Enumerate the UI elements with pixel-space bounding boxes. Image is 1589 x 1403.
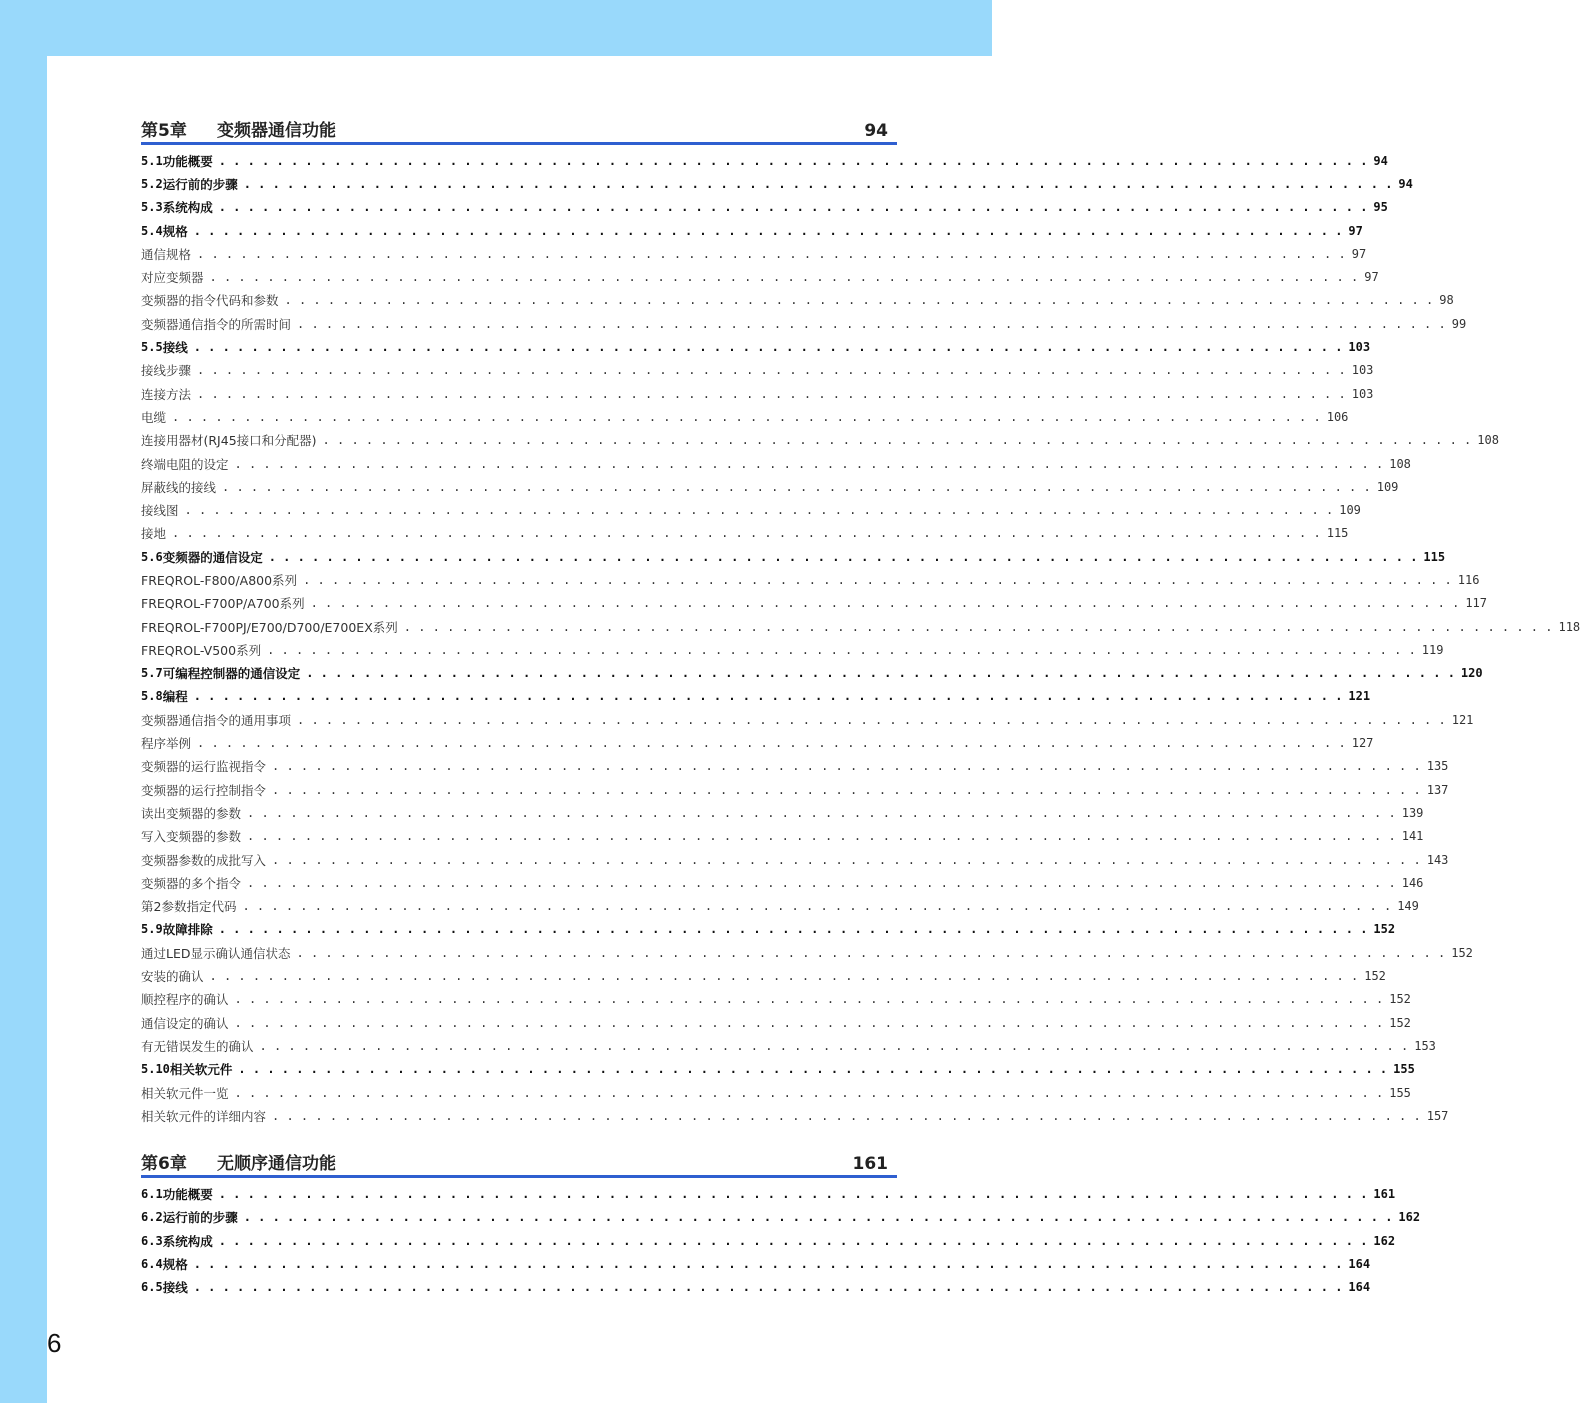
toc-subsection-entry[interactable] [141,848,1449,871]
entry-page: 162 [1398,1210,1421,1225]
chapter-heading[interactable] [141,112,897,145]
entry-label: 变频器的指令代码和参数 [141,293,279,309]
toc-section-entry[interactable] [141,918,1396,941]
entry-label: 读出变频器的参数 [141,805,242,821]
section-number: 5.2 [141,176,163,191]
toc-subsection-entry[interactable] [141,778,1449,801]
entry-label: FREQROL-F700PJ/E700/D700/E700EX系列 [141,619,398,635]
entry-page: 95 [1373,200,1388,215]
entry-label: 变频器的运行监视指令 [141,759,267,775]
dot-leader: . . . . . . . . . . . . . . . . . . . . . . . . . . . . . . . . . . . . . . . . . . . . . . . . . . . . . . . . . . . . . . . . . . . . . . . . . . . . . . . . [197,386,1346,401]
dot-leader: . . . . . . . . . . . . . . . . . . . . . . . . . . . . . . . . . . . . . . . . . . . . . . . . . . . . . . . . . . . . . . . . . . . . . . . . . . . . . . . . [243,176,1393,191]
toc-subsection-entry[interactable] [141,941,1473,964]
entry-page: 162 [1373,1233,1396,1248]
entry-page: 99 [1451,316,1467,331]
entry-label: 相关软元件一览 [141,1085,229,1101]
entry-label: 接线 [162,1280,188,1296]
dot-leader: . . . . . . . . . . . . . . . . . . . . . . . . . . . . . . . . . . . . . . . . . . . . . . . . . . . . . . . . . . . . . . . . . . . . . . . . . . . . . . . . [209,270,1359,285]
dot-leader: . . . . . . . . . . . . . . . . . . . . . . . . . . . . . . . . . . . . . . . . . . . . . . . . . . . . . . . . . . . . . . . . . . . . . . . . . . . . . . . . [234,1015,1384,1030]
entry-page: 98 [1439,293,1454,308]
toc-section-entry[interactable] [141,545,1446,568]
page-number: 6 [47,1328,62,1358]
entry-label: 终端电阻的设定 [141,456,229,472]
dot-leader: . . . . . . . . . . . . . . . . . . . . . . . . . . . . . . . . . . . . . . . . . . . . . . . . . . . . . . . . . . . . . . . . . . . . . . . . . . . . . . . . [267,642,1416,657]
entry-label: FREQROL-V500系列 [141,642,262,658]
entry-label: 变频器通信指令的所需时间 [141,316,292,332]
section-number: 5.10 [141,1062,170,1077]
entry-page: 94 [1398,176,1413,191]
entry-page: 106 [1326,409,1349,424]
dot-leader: . . . . . . . . . . . . . . . . . . . . . . . . . . . . . . . . . . . . . . . . . . . . . . . . . . . . . . . . . . . . . . . . . . . . . . . . . . . . . . . . [306,666,1455,681]
entry-label: 运行前的步骤 [162,1210,238,1226]
dot-leader: . . . . . . . . . . . . . . . . . . . . . . . . . . . . . . . . . . . . . . . . . . . . . . . . . . . . . . . . . . . . . . . . . . . . . . . . . . . . . . . . [172,526,1321,541]
entry-label: 接地 [141,526,167,542]
entry-label: 接线 [162,340,188,356]
section-number: 5.4 [141,223,163,238]
dot-leader: . . . . . . . . . . . . . . . . . . . . . . . . . . . . . . . . . . . . . . . . . . . . . . . . . . . . . . . . . . . . . . . . . . . . . . . . . . . . . . . . [310,596,1460,611]
toc-subsection-entry[interactable] [141,708,1474,731]
toc-subsection-entry[interactable] [141,731,1374,754]
entry-page: 108 [1477,433,1499,448]
dot-leader: . . . . . . . . . . . . . . . . . . . . . . . . . . . . . . . . . . . . . . . . . . . . . . . . . . . . . . . . . . . . . . . . . . . . . . . . . . . . . . . . [403,619,1553,634]
entry-label: 变频器的通信设定 [162,549,263,565]
section-number: 6.4 [141,1257,163,1271]
toc-section-entry[interactable] [141,1229,1396,1252]
entry-label: 电缆 [141,409,167,425]
toc-subsection-entry[interactable] [141,801,1424,824]
toc-section-entry[interactable] [141,662,1483,685]
entry-label: 通过LED显示确认通信状态 [141,945,291,961]
section-number: 5.9 [141,922,163,937]
chapter-page: 94 [864,121,888,141]
toc-subsection-entry[interactable] [141,429,1499,452]
chapter-title: 无顺序通信功能 [217,1154,336,1175]
dot-leader: . . . . . . . . . . . . . . . . . . . . . . . . . . . . . . . . . . . . . . . . . . . . . . . . . . . . . . . . . . . . . . . . . . . . . . . . . . . . . . . . [193,223,1343,238]
entry-page: 153 [1414,1038,1436,1053]
entry-page: 127 [1351,736,1374,751]
dot-leader: . . . . . . . . . . . . . . . . . . . . . . . . . . . . . . . . . . . . . . . . . . . . . . . . . . . . . . . . . . . . . . . . . . . . . . . . . . . . . . . . [259,1038,1409,1053]
toc-subsection-entry[interactable] [141,871,1424,894]
entry-label: 接线步骤 [141,363,192,379]
dot-leader: . . . . . . . . . . . . . . . . . . . . . . . . . . . . . . . . . . . . . . . . . . . . . . . . . . . . . . . . . . . . . . . . . . . . . . . . . . . . . . . . [222,479,1371,494]
dot-leader: . . . . . . . . . . . . . . . . . . . . . . . . . . . . . . . . . . . . . . . . . . . . . . . . . . . . . . . . . . . . . . . . . . . . . . . . . . . . . . . . [193,1280,1343,1295]
toc-subsection-entry[interactable] [141,312,1467,335]
dot-leader: . . . . . . . . . . . . . . . . . . . . . . . . . . . . . . . . . . . . . . . . . . . . . . . . . . . . . . . . . . . . . . . . . . . . . . . . . . . . . . . . [197,736,1346,751]
dot-leader: . . . . . . . . . . . . . . . . . . . . . . . . . . . . . . . . . . . . . . . . . . . . . . . . . . . . . . . . . . . . . . . . . . . . . . . . . . . . . . . . [193,689,1343,704]
toc-subsection-entry[interactable] [141,242,1367,265]
entry-page: 152 [1389,992,1411,1007]
dot-leader: . . . . . . . . . . . . . . . . . . . . . . . . . . . . . . . . . . . . . . . . . . . . . . . . . . . . . . . . . . . . . . . . . . . . . . . . . . . . . . . . [297,712,1446,727]
entry-page: 120 [1460,666,1483,681]
entry-label: 规格 [162,1257,188,1272]
toc-section-entry[interactable] [141,1206,1421,1229]
dot-leader: . . . . . . . . . . . . . . . . . . . . . . . . . . . . . . . . . . . . . . . . . . . . . . . . . . . . . . . . . . . . . . . . . . . . . . . . . . . . . . . . [218,1233,1368,1248]
toc-subsection-entry[interactable] [141,964,1386,987]
entry-label: 相关软元件 [169,1062,233,1078]
entry-page: 97 [1348,223,1363,238]
entry-page: 157 [1426,1108,1449,1123]
dot-leader: . . . . . . . . . . . . . . . . . . . . . . . . . . . . . . . . . . . . . . . . . . . . . . . . . . . . . . . . . . . . . . . . . . . . . . . . . . . . . . . . [303,572,1452,587]
toc-section-entry[interactable] [141,685,1371,708]
dot-leader: . . . . . . . . . . . . . . . . . . . . . . . . . . . . . . . . . . . . . . . . . . . . . . . . . . . . . . . . . . . . . . . . . . . . . . . . . . . . . . . . [209,969,1359,984]
toc-subsection-entry[interactable] [141,405,1349,428]
entry-page: 94 [1373,153,1388,168]
dot-leader: . . . . . . . . . . . . . . . . . . . . . . . . . . . . . . . . . . . . . . . . . . . . . . . . . . . . . . . . . . . . . . . . . . . . . . . . . . . . . . . . [242,899,1392,914]
toc-section-entry[interactable] [141,1182,1396,1205]
left-decorative-band [0,0,47,1403]
chapter-heading[interactable] [141,1145,897,1178]
toc-section-entry[interactable] [141,196,1388,219]
entry-label: 有无错误发生的确认 [141,1038,254,1054]
entry-label: 故障排除 [162,922,213,938]
dot-leader: . . . . . . . . . . . . . . . . . . . . . . . . . . . . . . . . . . . . . . . . . . . . . . . . . . . . . . . . . . . . . . . . . . . . . . . . . . . . . . . . [218,922,1368,937]
entry-label: 写入变频器的参数 [141,829,242,845]
entry-label: 程序举例 [141,736,192,752]
dot-leader: . . . . . . . . . . . . . . . . . . . . . . . . . . . . . . . . . . . . . . . . . . . . . . . . . . . . . . . . . . . . . . . . . . . . . . . . . . . . . . . . [238,1062,1388,1077]
entry-page: 121 [1451,712,1474,727]
entry-label: 功能概要 [162,153,213,169]
dot-leader: . . . . . . . . . . . . . . . . . . . . . . . . . . . . . . . . . . . . . . . . . . . . . . . . . . . . . . . . . . . . . . . . . . . . . . . . . . . . . . . . [193,1257,1343,1271]
entry-label: 第2参数指定代码 [141,899,237,915]
entry-page: 139 [1401,805,1424,820]
toc-subsection-entry[interactable] [141,265,1379,288]
entry-label: 对应变频器 [141,270,204,286]
entry-page: 117 [1465,596,1488,611]
section-number: 6.3 [141,1233,163,1248]
toc-subsection-entry[interactable] [141,638,1444,661]
entry-page: 116 [1457,572,1480,587]
entry-page: 152 [1389,1015,1411,1030]
entry-label: 安装的确认 [141,969,204,985]
section-number: 5.6 [141,549,163,564]
dot-leader: . . . . . . . . . . . . . . . . . . . . . . . . . . . . . . . . . . . . . . . . . . . . . . . . . . . . . . . . . . . . . . . . . . . . . . . . . . . . . . . . [272,852,1421,867]
dot-leader: . . . . . . . . . . . . . . . . . . . . . . . . . . . . . . . . . . . . . . . . . . . . . . . . . . . . . . . . . . . . . . . . . . . . . . . . . . . . . . . . [197,246,1346,261]
entry-label: 变频器参数的成批写入 [141,852,267,868]
entry-label: 连接用器材(RJ45接口和分配器) [141,433,317,449]
entry-page: 161 [1373,1187,1396,1202]
dot-leader: . . . . . . . . . . . . . . . . . . . . . . . . . . . . . . . . . . . . . . . . . . . . . . . . . . . . . . . . . . . . . . . . . . . . . . . . . . . . . . . . [197,363,1346,378]
chapter-page: 161 [852,1154,888,1175]
dot-leader: . . . . . . . . . . . . . . . . . . . . . . . . . . . . . . . . . . . . . . . . . . . . . . . . . . . . . . . . . . . . . . . . . . . . . . . . . . . . . . . . [296,945,1446,960]
entry-label: FREQROL-F800/A800系列 [141,572,298,588]
toc-subsection-entry[interactable] [141,755,1449,778]
entry-label: 相关软元件的详细内容 [141,1108,267,1124]
section-number: 5.3 [141,200,163,215]
entry-page: 149 [1397,899,1419,914]
entry-page: 115 [1326,526,1349,541]
toc-subsection-entry[interactable] [141,1081,1411,1104]
dot-leader: . . . . . . . . . . . . . . . . . . . . . . . . . . . . . . . . . . . . . . . . . . . . . . . . . . . . . . . . . . . . . . . . . . . . . . . . . . . . . . . . [247,805,1396,820]
entry-label: 接线图 [141,503,179,519]
entry-page: 108 [1389,456,1411,471]
dot-leader: . . . . . . . . . . . . . . . . . . . . . . . . . . . . . . . . . . . . . . . . . . . . . . . . . . . . . . . . . . . . . . . . . . . . . . . . . . . . . . . . [247,875,1396,890]
entry-page: 109 [1339,503,1361,518]
section-number: 6.2 [141,1210,163,1225]
entry-page: 155 [1393,1062,1415,1077]
entry-page: 103 [1351,386,1374,401]
entry-page: 119 [1421,642,1444,657]
entry-label: 顺控程序的确认 [141,992,229,1008]
dot-leader: . . . . . . . . . . . . . . . . . . . . . . . . . . . . . . . . . . . . . . . . . . . . . . . . . . . . . . . . . . . . . . . . . . . . . . . . . . . . . . . . [322,433,1472,448]
toc-entry-list [141,145,1581,1127]
chapter-number: 第5章 [141,121,187,141]
toc-entry-list [141,1178,1421,1298]
toc-subsection-entry[interactable] [141,359,1374,382]
toc-section-entry[interactable] [141,1058,1415,1081]
dot-leader: . . . . . . . . . . . . . . . . . . . . . . . . . . . . . . . . . . . . . . . . . . . . . . . . . . . . . . . . . . . . . . . . . . . . . . . . . . . . . . . . [272,1108,1421,1123]
entry-label: 编程 [162,689,188,705]
dot-leader: . . . . . . . . . . . . . . . . . . . . . . . . . . . . . . . . . . . . . . . . . . . . . . . . . . . . . . . . . . . . . . . . . . . . . . . . . . . . . . . . [218,200,1368,215]
dot-leader: . . . . . . . . . . . . . . . . . . . . . . . . . . . . . . . . . . . . . . . . . . . . . . . . . . . . . . . . . . . . . . . . . . . . . . . . . . . . . . . . [247,829,1396,844]
dot-leader: . . . . . . . . . . . . . . . . . . . . . . . . . . . . . . . . . . . . . . . . . . . . . . . . . . . . . . . . . . . . . . . . . . . . . . . . . . . . . . . . [193,340,1343,355]
entry-page: 97 [1364,270,1379,285]
toc-subsection-entry[interactable] [141,988,1411,1011]
entry-page: 152 [1364,969,1386,984]
toc-subsection-entry[interactable] [141,1104,1449,1127]
toc-subsection-entry[interactable] [141,592,1488,615]
toc-subsection-entry[interactable] [141,289,1454,312]
section-number: 5.7 [141,666,163,681]
section-number: 5.8 [141,689,163,704]
toc-section-entry[interactable] [141,1252,1371,1275]
entry-label: 变频器通信指令的通用事项 [141,712,292,728]
toc-subsection-entry[interactable] [141,825,1424,848]
entry-page: 146 [1401,875,1424,890]
entry-page: 118 [1558,619,1581,634]
toc-subsection-entry[interactable] [141,452,1411,475]
entry-page: 143 [1426,852,1449,867]
entry-page: 109 [1376,479,1399,494]
entry-label: 系统构成 [162,200,213,216]
entry-label: 系统构成 [162,1233,213,1249]
entry-label: 通信设定的确认 [141,1015,229,1031]
dot-leader: . . . . . . . . . . . . . . . . . . . . . . . . . . . . . . . . . . . . . . . . . . . . . . . . . . . . . . . . . . . . . . . . . . . . . . . . . . . . . . . . [234,992,1384,1007]
entry-page: 164 [1348,1280,1371,1295]
dot-leader: . . . . . . . . . . . . . . . . . . . . . . . . . . . . . . . . . . . . . . . . . . . . . . . . . . . . . . . . . . . . . . . . . . . . . . . . . . . . . . . . [218,1187,1368,1202]
entry-label: 规格 [162,223,188,239]
chapter-title: 变频器通信功能 [217,121,336,141]
toc-subsection-entry[interactable] [141,1034,1436,1057]
dot-leader: . . . . . . . . . . . . . . . . . . . . . . . . . . . . . . . . . . . . . . . . . . . . . . . . . . . . . . . . . . . . . . . . . . . . . . . . . . . . . . . . [218,153,1368,168]
dot-leader: . . . . . . . . . . . . . . . . . . . . . . . . . . . . . . . . . . . . . . . . . . . . . . . . . . . . . . . . . . . . . . . . . . . . . . . . . . . . . . . . [297,316,1446,331]
toc-section-entry[interactable] [141,1276,1371,1299]
chapter-spacer [141,1127,897,1145]
entry-page: 135 [1426,759,1449,774]
entry-page: 141 [1401,829,1424,844]
toc-subsection-entry[interactable] [141,568,1480,591]
entry-label: FREQROL-F700P/A700系列 [141,596,305,612]
entry-page: 115 [1423,549,1446,564]
top-decorative-band [0,0,992,56]
dot-leader: . . . . . . . . . . . . . . . . . . . . . . . . . . . . . . . . . . . . . . . . . . . . . . . . . . . . . . . . . . . . . . . . . . . . . . . . . . . . . . . . [243,1210,1393,1225]
entry-page: 97 [1351,246,1367,261]
entry-label: 变频器的多个指令 [141,875,242,891]
entry-page: 103 [1348,340,1371,355]
entry-label: 连接方法 [141,386,192,402]
entry-label: 通信规格 [141,246,192,262]
entry-page: 137 [1426,782,1449,797]
toc-section-entry[interactable] [141,172,1413,195]
dot-leader: . . . . . . . . . . . . . . . . . . . . . . . . . . . . . . . . . . . . . . . . . . . . . . . . . . . . . . . . . . . . . . . . . . . . . . . . . . . . . . . . [172,409,1321,424]
dot-leader: . . . . . . . . . . . . . . . . . . . . . . . . . . . . . . . . . . . . . . . . . . . . . . . . . . . . . . . . . . . . . . . . . . . . . . . . . . . . . . . . [272,759,1421,774]
toc-section-entry[interactable] [141,219,1363,242]
toc-subsection-entry[interactable] [141,382,1374,405]
dot-leader: . . . . . . . . . . . . . . . . . . . . . . . . . . . . . . . . . . . . . . . . . . . . . . . . . . . . . . . . . . . . . . . . . . . . . . . . . . . . . . . . [272,782,1421,797]
entry-page: 155 [1389,1085,1411,1100]
entry-page: 152 [1451,945,1473,960]
entry-label: 屏蔽线的接线 [141,479,217,495]
section-number: 6.1 [141,1187,163,1202]
entry-label: 可编程控制器的通信设定 [162,666,301,682]
toc-section-entry[interactable] [141,335,1371,358]
toc-subsection-entry[interactable] [141,522,1349,545]
dot-leader: . . . . . . . . . . . . . . . . . . . . . . . . . . . . . . . . . . . . . . . . . . . . . . . . . . . . . . . . . . . . . . . . . . . . . . . . . . . . . . . . [234,456,1384,471]
toc-subsection-entry[interactable] [141,615,1581,638]
toc-subsection-entry[interactable] [141,895,1419,918]
entry-label: 运行前的步骤 [162,176,238,192]
toc-subsection-entry[interactable] [141,498,1361,521]
entry-label: 变频器的运行控制指令 [141,782,267,798]
table-of-contents [141,112,1581,1299]
dot-leader: . . . . . . . . . . . . . . . . . . . . . . . . . . . . . . . . . . . . . . . . . . . . . . . . . . . . . . . . . . . . . . . . . . . . . . . . . . . . . . . . [234,1085,1384,1100]
toc-subsection-entry[interactable] [141,1011,1411,1034]
dot-leader: . . . . . . . . . . . . . . . . . . . . . . . . . . . . . . . . . . . . . . . . . . . . . . . . . . . . . . . . . . . . . . . . . . . . . . . . . . . . . . . . [184,503,1334,518]
toc-subsection-entry[interactable] [141,475,1399,498]
entry-page: 121 [1348,689,1371,704]
entry-page: 152 [1373,922,1396,937]
section-number: 5.1 [141,153,163,168]
section-number: 6.5 [141,1280,163,1295]
dot-leader: . . . . . . . . . . . . . . . . . . . . . . . . . . . . . . . . . . . . . . . . . . . . . . . . . . . . . . . . . . . . . . . . . . . . . . . . . . . . . . . . [268,549,1418,564]
chapter-number: 第6章 [141,1154,187,1175]
toc-section-entry[interactable] [141,149,1388,172]
section-number: 5.5 [141,340,163,355]
entry-page: 103 [1351,363,1374,378]
entry-page: 164 [1348,1257,1371,1271]
dot-leader: . . . . . . . . . . . . . . . . . . . . . . . . . . . . . . . . . . . . . . . . . . . . . . . . . . . . . . . . . . . . . . . . . . . . . . . . . . . . . . . . [284,293,1434,308]
entry-label: 功能概要 [162,1187,213,1203]
